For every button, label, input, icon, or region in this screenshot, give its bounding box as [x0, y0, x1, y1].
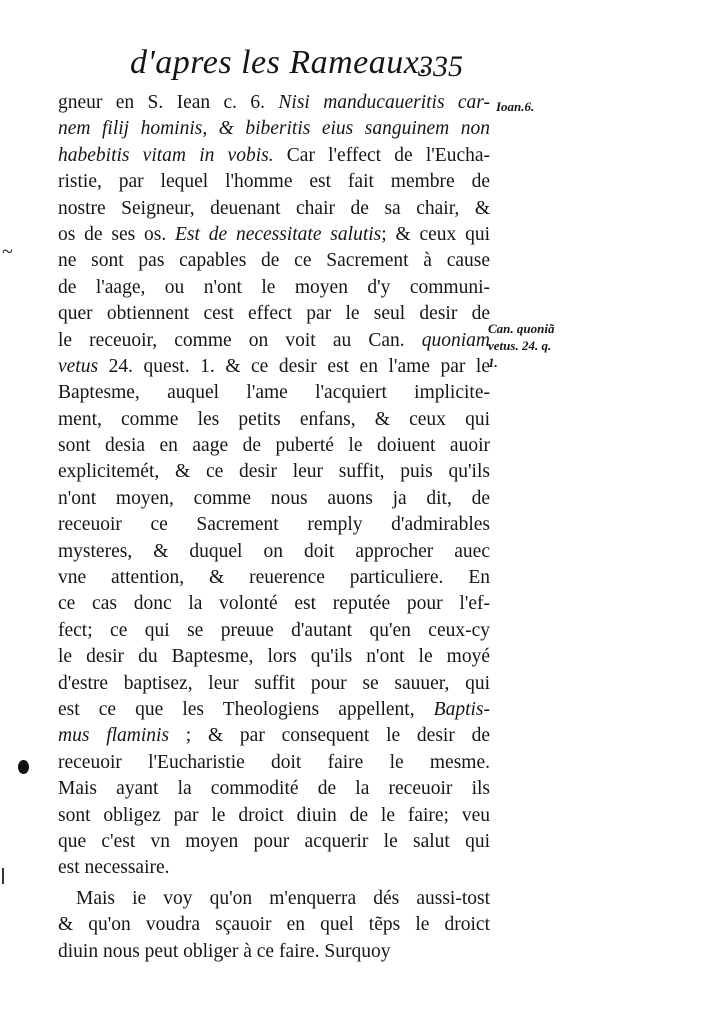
text-line: [58, 116, 490, 142]
text-run: que c'est vn moyen pour acquerir le salut qui: [58, 830, 490, 852]
latin-quote: quoniam: [421, 329, 490, 351]
text-line: [58, 618, 490, 644]
text-run: ment, comme les petits enfans, & ceux qui: [58, 408, 490, 430]
text-line: [58, 855, 490, 881]
text-run: le receuoir, comme on voit au Can.: [58, 329, 422, 351]
text-run: 24. quest. 1. & ce desir est en l'ame par le: [98, 355, 490, 377]
text-run: est ce que les Theologiens appellent,: [58, 698, 434, 720]
text-line: [58, 486, 490, 512]
text-run: Baptesme, auquel l'ame l'acquiert implicite-: [58, 382, 490, 404]
text-line: [58, 912, 490, 938]
text-line: [58, 328, 490, 354]
latin-quote: Nisi manducaueritis car-: [278, 92, 490, 113]
body-text: [58, 90, 490, 965]
page-number: 335: [418, 50, 463, 83]
text-line: [58, 433, 490, 459]
text-line: [58, 275, 490, 301]
text-line: [58, 354, 490, 380]
text-run: receuoir l'Eucharistie doit faire le mesme.: [58, 751, 490, 773]
text-run: sont obligez par le droict diuin de le faire; veu: [58, 804, 490, 826]
text-run: ; & ceux qui: [381, 223, 490, 245]
text-run: vne attention, & reuerence particuliere. En: [58, 567, 490, 589]
margin-note-canon: [488, 320, 554, 371]
text-line: [58, 407, 490, 433]
edge-tick-mark: [2, 868, 4, 884]
margin-note-ioan: Ioan.6.: [496, 99, 535, 114]
text-line: [58, 248, 490, 274]
text-run: receuoir ce Sacrement remply d'admirables: [58, 514, 490, 536]
text-line: [58, 222, 490, 248]
text-line: [58, 301, 490, 327]
latin-quote: Est de necessitate salutis: [175, 223, 382, 245]
margin-tilde-mark: ~: [2, 241, 13, 263]
text-line: [58, 169, 490, 195]
text-run: nostre Seigneur, deuenant chair de sa chair, &: [58, 197, 490, 219]
text-run: Mais ie voy qu'on m'enquerra dés aussi-tost: [76, 887, 490, 909]
text-run: quer obtiennent cest effect par le seul desir de: [58, 303, 490, 325]
text-line: [58, 829, 490, 855]
text-line: [58, 565, 490, 591]
text-line: [58, 459, 490, 485]
text-line: [58, 750, 490, 776]
latin-quote: nem filij hominis, & biberitis eius sanguinem non: [58, 118, 490, 140]
text-run: est necessaire.: [58, 857, 170, 879]
text-run: fect; ce qui se preuue d'autant qu'en ceux-cy: [58, 619, 490, 641]
margin-note-line: vetus. 24. q.: [488, 338, 552, 353]
text-run: de l'aage, ou n'ont le moyen d'y communi-: [58, 276, 490, 298]
text-line: [58, 196, 490, 222]
latin-quote: Baptis-: [433, 698, 490, 720]
running-head: d'apres les Rameaux.: [130, 44, 429, 81]
latin-quote: vetus: [58, 355, 99, 377]
text-line: [58, 776, 490, 802]
text-run: ristie, par lequel l'homme est fait membre de: [58, 171, 490, 193]
text-run: explicitemét, & ce desir leur suffit, puis qu'ils: [58, 461, 490, 483]
text-line: [58, 644, 490, 670]
latin-quote: habebitis vitam in vobis.: [58, 144, 274, 166]
text-run: le desir du Baptesme, lors qu'ils n'ont le moyé: [58, 646, 490, 668]
text-run: sont desia en aage de puberté le doiuent auoir: [58, 435, 490, 457]
margin-note-line: 1.: [488, 355, 498, 370]
text-run: d'estre baptisez, leur suffit pour se sauuer, qui: [58, 672, 490, 694]
text-run: mysteres, & duquel on doit approcher auec: [58, 540, 490, 562]
text-run: ; & par consequent le desir de: [169, 725, 490, 747]
text-line: [58, 512, 490, 538]
text-line: [58, 143, 490, 169]
text-run: ce cas donc la volonté est reputée pour l'ef-: [58, 593, 490, 615]
text-line: [58, 886, 490, 912]
latin-quote: mus flaminis: [58, 725, 170, 747]
text-run: Car l'effect de l'Eucha-: [273, 144, 490, 166]
text-line: [58, 697, 490, 723]
text-line: [58, 591, 490, 617]
text-run: & qu'on voudra sçauoir en quel tẽps le droict: [58, 914, 490, 936]
ink-blot-mark: [18, 760, 29, 774]
text-line: [58, 90, 490, 116]
text-run: n'ont moyen, comme nous auons ja dit, de: [58, 487, 490, 509]
text-run: gneur en S. Iean c. 6.: [58, 92, 279, 113]
text-line: [58, 939, 490, 965]
text-line: [58, 723, 490, 749]
text-line: [58, 803, 490, 829]
text-line: [58, 380, 490, 406]
text-run: diuin nous peut obliger à ce faire. Surquoy: [58, 940, 391, 962]
text-run: Mais ayant la commodité de la receuoir ils: [58, 778, 490, 800]
margin-note-line: Can. quoniã: [488, 321, 555, 336]
text-line: [58, 539, 490, 565]
text-run: ne sont pas capables de ce Sacrement à cause: [58, 250, 490, 272]
text-line: [58, 671, 490, 697]
text-run: os de ses os.: [58, 223, 176, 245]
